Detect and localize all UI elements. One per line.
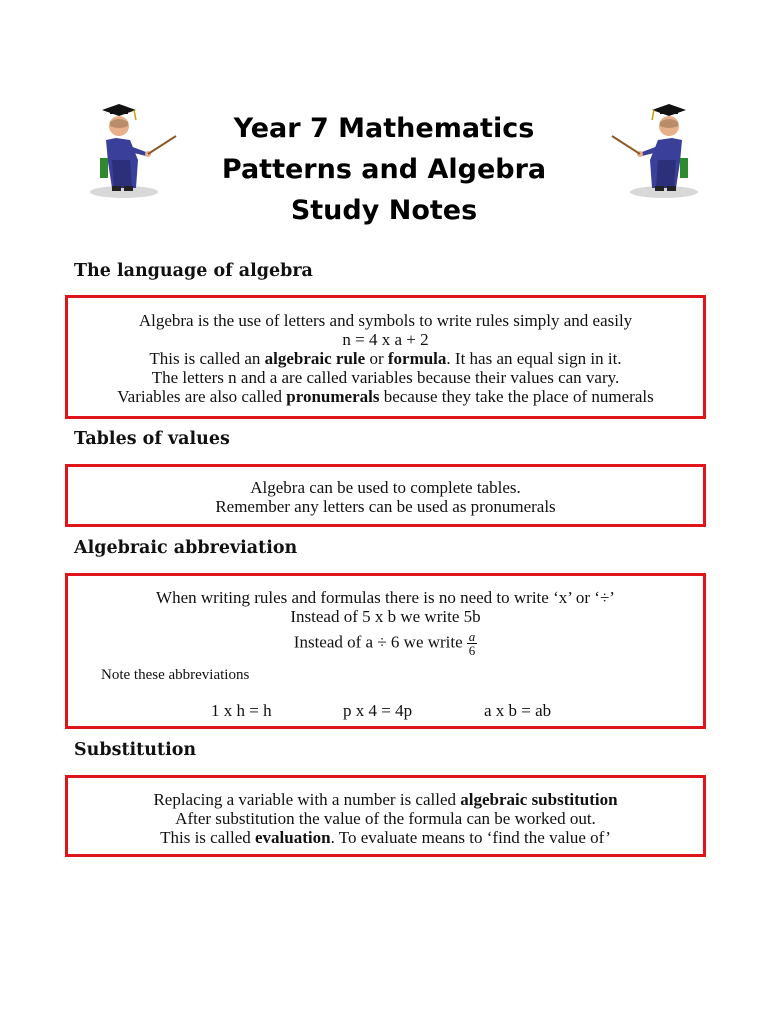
graduate-teacher-left-icon [72, 100, 182, 200]
tables-line-1: Algebra can be used to complete tables. [250, 478, 521, 497]
abbrev-example-1: 1 x h = h [211, 701, 272, 720]
variables-line: The letters n and a are called variables because their values can vary. [151, 368, 620, 387]
title-line-2: Patterns and Algebra [221, 154, 547, 185]
example-rule: n = 4 x a + 2 [342, 330, 429, 349]
tables-line-2: Remember any letters can be used as pronumerals [215, 497, 556, 516]
page-title [184, 108, 584, 231]
title-line-3: Study Notes [290, 195, 478, 226]
term-formula: formula [387, 349, 447, 368]
pronumerals-line: Variables are also called pronumerals because they take the place of numerals [117, 387, 654, 406]
substitution-line-2: After substitution the value of the formula can be worked out. [175, 809, 596, 828]
abbrev-line-3: Instead of a ÷ 6 we write $\frac{a}{6}$ [293, 629, 476, 658]
abbrev-example-3: a x b = ab [484, 701, 552, 720]
abbrev-line-2: Instead of 5 x b we write 5b [290, 607, 481, 626]
section-heading-substitution: Substitution [74, 740, 197, 760]
tables-of-values-box [65, 464, 706, 527]
section-heading-abbreviation: Algebraic abbreviation [74, 538, 298, 558]
substitution-line-1: Replacing a variable with a number is called algebraic substitution [153, 790, 618, 809]
algebraic-abbreviation-box [65, 573, 706, 729]
substitution-line-3: This is called evaluation. To evaluate means to ‘find the value of’ [160, 828, 611, 847]
term-evaluation: evaluation [255, 828, 331, 847]
abbrev-note: Note these abbreviations [101, 667, 250, 683]
abbrev-example-2: p x 4 = 4p [343, 701, 413, 720]
title-line-1: Year 7 Mathematics [233, 113, 535, 144]
language-of-algebra-box [65, 295, 706, 419]
graduate-teacher-right-icon [606, 100, 716, 200]
rule-line: This is called an algebraic rule or formula. It has an equal sign in it. [149, 349, 622, 368]
abbrev-line-1: When writing rules and formulas there is no need to write ‘x’ or ‘÷’ [156, 588, 615, 607]
definition-line: Algebra is the use of letters and symbols to write rules simply and easily [138, 311, 633, 330]
section-heading-language: The language of algebra [74, 261, 313, 281]
section-heading-tables: Tables of values [74, 429, 230, 449]
substitution-box [65, 775, 706, 857]
term-algebraic-substitution: algebraic substitution [460, 790, 618, 809]
term-pronumerals: pronumerals [286, 387, 380, 406]
fraction-a-over-6: $\frac{a}{6}$ [468, 629, 476, 658]
abbrev-examples [68, 701, 703, 723]
term-algebraic-rule: algebraic rule [264, 349, 366, 368]
